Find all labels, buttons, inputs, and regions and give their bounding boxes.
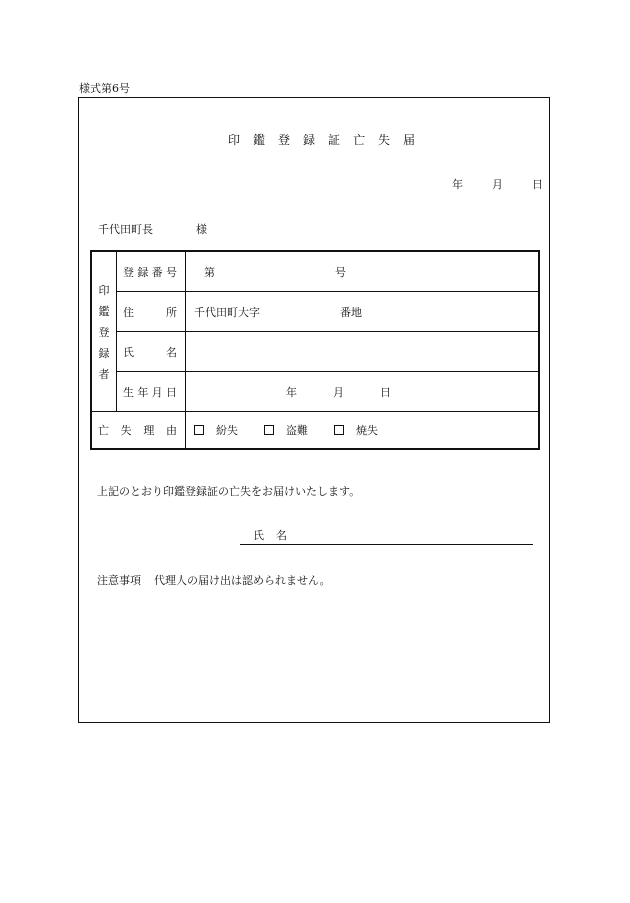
- option-label: 焼失: [356, 424, 378, 437]
- birth-month-label: 月: [333, 385, 344, 399]
- declaration-text: 上記のとおり印鑑登録証の亡失をお届けいたします。: [97, 485, 361, 498]
- label-char: 氏: [123, 345, 134, 359]
- loss-reason-label: [92, 412, 185, 448]
- label-char: 由: [165, 424, 177, 437]
- notice-text: 代理人の届け出は認められません。: [154, 574, 331, 587]
- submission-date[interactable]: [452, 176, 543, 192]
- form-number: 様式第6号: [79, 82, 130, 95]
- notice: [97, 572, 331, 588]
- birth-date-field[interactable]: [186, 372, 538, 411]
- form-title: [0, 131, 630, 148]
- name-field[interactable]: [186, 332, 538, 371]
- side-label-char: 印: [98, 283, 110, 297]
- date-month-label: 月: [492, 178, 503, 191]
- checkbox-icon[interactable]: [194, 425, 204, 435]
- registration-number-label: [116, 252, 185, 291]
- label-char: 月: [151, 385, 163, 399]
- signature-field[interactable]: [240, 527, 533, 545]
- address-label: [116, 292, 185, 331]
- label-char: 番: [151, 265, 163, 279]
- registration-number-suffix: 号: [335, 265, 346, 279]
- date-day-label: 日: [532, 178, 543, 191]
- label-char: 録: [137, 265, 149, 279]
- registration-number-field[interactable]: [186, 252, 538, 291]
- birth-year-label: 年: [286, 385, 297, 399]
- side-label-char: 録: [98, 346, 110, 360]
- notice-label: 注意事項: [97, 574, 141, 587]
- loss-reason-option-burned[interactable]: [334, 422, 378, 438]
- label-char: 生: [123, 385, 134, 399]
- label-char: 登: [123, 265, 134, 279]
- addressee: [98, 221, 207, 237]
- label-char: 号: [165, 265, 177, 279]
- loss-reason-option-lost[interactable]: [194, 422, 238, 438]
- address-field[interactable]: [186, 292, 538, 331]
- form-title-main: 印鑑登録証亡失: [227, 133, 403, 147]
- registrant-table: [90, 250, 540, 450]
- option-label: 盗難: [286, 424, 308, 437]
- signature-label: 氏名: [253, 529, 299, 542]
- addressee-honorific: 様: [196, 223, 207, 236]
- option-label: 紛失: [216, 424, 238, 437]
- loss-reason-options: [186, 412, 538, 448]
- label-char: 失: [120, 424, 132, 437]
- registration-number-prefix: 第: [204, 265, 215, 279]
- side-label-char: 鑑: [98, 304, 110, 318]
- form-title-last: 届: [403, 133, 416, 147]
- address-suffix: 番地: [340, 305, 362, 319]
- label-char: 所: [166, 305, 177, 319]
- label-char: 理: [143, 424, 155, 437]
- checkbox-icon[interactable]: [264, 425, 274, 435]
- side-label-char: 者: [98, 367, 110, 381]
- loss-reason-option-stolen[interactable]: [264, 422, 308, 438]
- label-char: 年: [137, 385, 149, 399]
- checkbox-icon[interactable]: [334, 425, 344, 435]
- addressee-name: 千代田町長: [98, 223, 153, 236]
- label-char: 亡: [98, 424, 109, 437]
- side-label-char: 登: [98, 325, 110, 339]
- address-value: 千代田町大字: [194, 305, 260, 319]
- name-label: [116, 332, 185, 371]
- birth-day-label: 日: [380, 385, 391, 399]
- birth-date-label: [116, 372, 185, 411]
- registrant-side-label: [92, 252, 116, 412]
- label-char: 住: [123, 305, 134, 319]
- label-char: 日: [165, 385, 177, 399]
- label-char: 名: [166, 345, 177, 359]
- date-year-label: 年: [452, 178, 463, 191]
